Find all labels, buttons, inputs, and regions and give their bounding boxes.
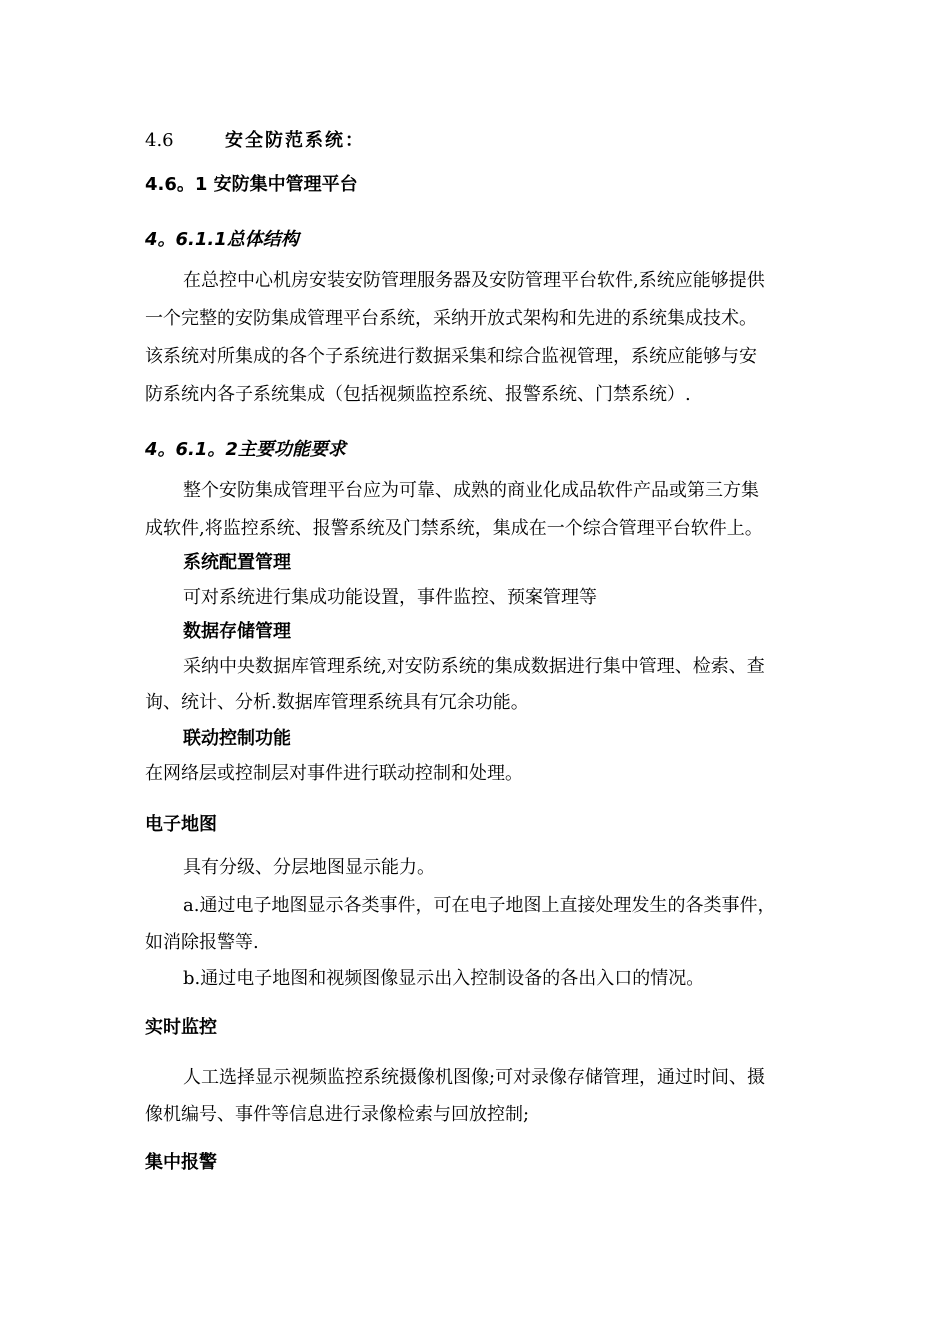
paragraph-line: 询、统计、分析.数据库管理系统具有冗余功能。 [145, 692, 529, 713]
linkage-heading: 联动控制功能 [183, 728, 291, 749]
paragraph-line: a.通过电子地图显示各类事件，可在电子地图上直接处理发生的各类事件， [183, 895, 776, 916]
config-heading: 系统配置管理 [183, 552, 291, 573]
paragraph-line: 该系统对所集成的各个子系统进行数据采集和综合监视管理，系统应能够与安 [145, 346, 757, 367]
paragraph-line: 像机编号、事件等信息进行录像检索与回放控制; [145, 1104, 530, 1125]
emap-heading: 电子地图 [145, 814, 217, 835]
subsection-heading-4-6-1-1: 4。6.1.1总体结构 [145, 229, 299, 250]
paragraph-line: 在总控中心机房安装安防管理服务器及安防管理平台软件,系统应能够提供 [183, 270, 765, 291]
section-title: 安全防范系统： [225, 130, 365, 151]
emap-item-b: b.通过电子地图和视频图像显示出入控制设备的各出入口的情况。 [183, 968, 705, 989]
alarm-heading: 集中报警 [145, 1152, 217, 1173]
subsection-heading-4-6-1-2: 4。6.1。2主要功能要求 [145, 439, 346, 460]
paragraph-line: 采纳中央数据库管理系统,对安防系统的集成数据进行集中管理、检索、查 [183, 656, 765, 677]
emap-intro: 具有分级、分层地图显示能力。 [183, 857, 435, 878]
section-number: 4.6 [145, 130, 174, 151]
paragraph-line: 防系统内各子系统集成（包括视频监控系统、报警系统、门禁系统）. [145, 384, 691, 405]
linkage-text: 在网络层或控制层对事件进行联动控制和处理。 [145, 763, 523, 784]
paragraph-line: 整个安防集成管理平台应为可靠、成熟的商业化成品软件产品或第三方集 [183, 480, 759, 501]
subsection-heading-4-6-1: 4.6。1 安防集中管理平台 [145, 174, 358, 195]
section-heading-4-6 [145, 128, 365, 154]
storage-heading: 数据存储管理 [183, 621, 291, 642]
realtime-heading: 实时监控 [145, 1017, 217, 1038]
paragraph-line: 人工选择显示视频监控系统摄像机图像;可对录像存储管理，通过时间、摄 [183, 1067, 766, 1088]
paragraph-line: 如消除报警等. [145, 932, 259, 953]
config-text: 可对系统进行集成功能设置，事件监控、预案管理等 [183, 587, 597, 608]
paragraph-line: 成软件,将监控系统、报警系统及门禁系统，集成在一个综合管理平台软件上。 [145, 518, 763, 539]
paragraph-line: 一个完整的安防集成管理平台系统，采纳开放式架构和先进的系统集成技术。 [145, 308, 757, 329]
